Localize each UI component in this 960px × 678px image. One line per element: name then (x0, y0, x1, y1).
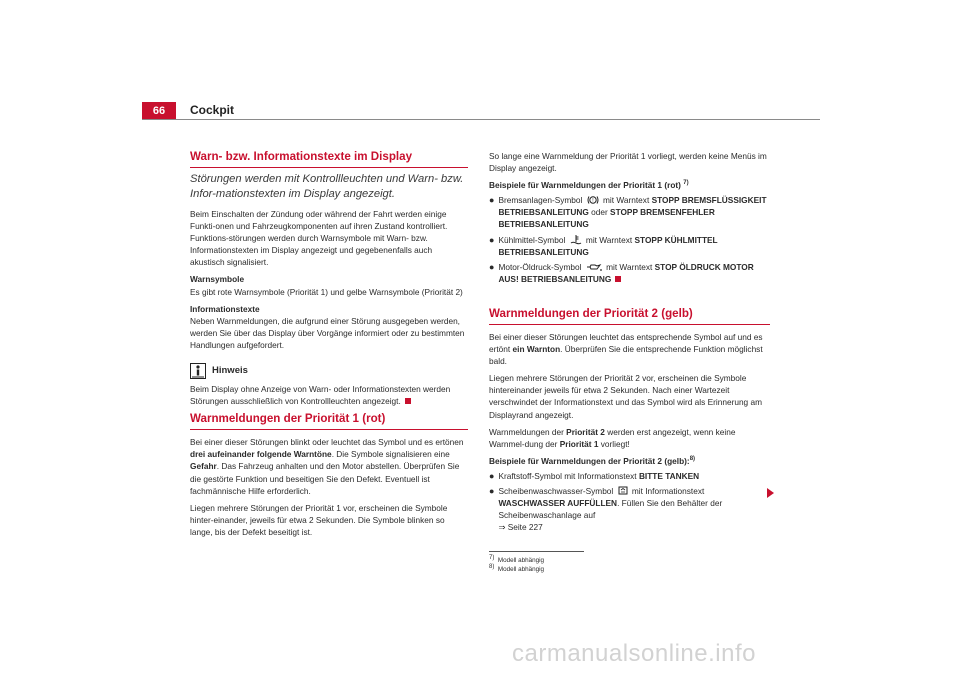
end-of-section-marker (405, 398, 411, 404)
right-column (489, 150, 770, 574)
list-item: ● Scheibenwaschwasser-Symbol mit Informationstext WASCHWASSER AUFFÜLLEN. Füllen Sie den Behälter der Scheibenwaschanlage auf ⇒ Seite 227 (489, 485, 723, 533)
watermark: carmanualsonline.info (512, 640, 756, 667)
label-warnsymbole: Warnsymbole (190, 274, 245, 285)
next-page-arrow-icon[interactable] (767, 488, 774, 498)
paragraph: Liegen mehrere Störungen der Priorität 2 vor, erscheinen die Symbole hintereinander jeweils für etwa 2 Sekunden. Nach einer Wartezeit verschwindet der Informationstext und das Symbol wird als Erinnerung am Displayrand angezeigt. (489, 373, 763, 420)
note-text: Beim Display ohne Anzeige von Warn- oder Informationstexten werden Störungen ausschließlich von Kontrollleuchten angezeigt. (190, 384, 451, 407)
list-item: ● Motor-Öldruck-Symbol mit Warntext STOP ÖLDRUCK MOTOR AUS! BETRIEBSANLEITUNG (489, 261, 754, 284)
page-reference-link[interactable]: ⇒ Seite 227 (498, 522, 543, 533)
paragraph: Warnmeldungen der Priorität 2 werden erst angezeigt, wenn keine Warnmel-dung der Priorität 1 vorliegt! (489, 426, 736, 449)
svg-text:!: ! (591, 198, 594, 205)
oil-pressure-icon (586, 263, 602, 272)
footnote: $^{8)}$ Modell abhängig (489, 564, 545, 574)
section-title-priority-1: Warnmeldungen der Priorität 1 (rot) (190, 412, 468, 430)
page-number: 66 (142, 102, 176, 119)
note-header (190, 363, 468, 379)
section-lead: Störungen werden mit Kontrollleuchten und Warn- bzw. Infor-mationstexten im Display angezeigt. (190, 173, 464, 200)
paragraph: Es gibt rote Warnsymbole (Priorität 1) und gelbe Warnsymbole (Priorität 2) (190, 286, 463, 297)
footnote: $^{7)}$ Modell abhängig (489, 555, 545, 565)
list-item: ● Kühlmittel-Symbol mit Warntext STOPP KÜHLMITTEL BETRIEBSANLEITUNG (489, 234, 718, 257)
brake-icon (587, 195, 599, 205)
examples-priority-1-label: Beispiele für Warnmeldungen der Priorität 1 (rot) $^{7)}$ (489, 180, 689, 191)
footnote-divider (489, 551, 584, 552)
section-title-warn-info: Warn- bzw. Informationstexte im Display (190, 150, 468, 168)
paragraph: Liegen mehrere Störungen der Priorität 1 vor, erscheinen die Symbole hinter-einander, jeweils für etwa 2 Sekunden. Die Symbole blinken so lange, bis der Defekt beseitigt ist. (190, 502, 448, 537)
left-column (190, 150, 468, 543)
page-header-title: Cockpit (190, 103, 235, 117)
examples-priority-2-label: Beispiele für Warnmeldungen der Priorität 2 (gelb):$^{8)}$ (489, 455, 696, 466)
paragraph: Beim Einschalten der Zündung oder während der Fahrt werden einige Funkti-onen und Fahrzeugkomponenten auf ihren Zustand kontrolliert. Funktions-störungen werden durch Warnsymbole mit Warn- bzw. Informationstexten im Display angezeigt und gegebenenfalls auch akustisch signalisiert. (190, 209, 448, 268)
note-title: Hinweis (212, 364, 248, 376)
washer-fluid-icon (618, 486, 628, 496)
paragraph: Neben Warnmeldungen, die aufgrund einer Störung ausgegeben werden, werden Sie über das Display über Vorgänge informiert oder zu bestimmten Handlungen aufgefordert. (190, 315, 465, 350)
paragraph: Bei einer dieser Störungen blinkt oder leuchtet das Symbol und es ertönen drei aufeinander folgende Warntöne. Die Symbole signalisieren eine Gefahr. Das Fahrzeug anhalten und den Motor abstellen. Überprüfen Sie die gestörte Funktion und beseitigen Sie den Defekt. Eventuell ist fachmännische Hilfe erforderlich. (190, 437, 464, 496)
list-item: ● Bremsanlagen-Symbol ! mit Warntext STOPP BREMSFLÜSSIGKEIT BETRIEBSANLEITUNG oder STOPP BREMSENFEHLER BETRIEBSANLEITUNG (489, 195, 767, 230)
info-icon (190, 363, 206, 379)
list-item: ● Kraftstoff-Symbol mit Informationstext BITTE TANKEN (489, 470, 700, 481)
paragraph: So lange eine Warnmeldung der Priorität 1 vorliegt, werden keine Menüs im Display angezeigt. (489, 151, 767, 174)
header-divider (142, 119, 820, 120)
label-informationstexte: Informationstexte (190, 303, 260, 314)
paragraph: Bei einer dieser Störungen leuchtet das entsprechende Symbol auf und es ertönt ein Warnton. Überprüfen Sie die entsprechende Funktion möglichst bald. (489, 331, 763, 367)
end-of-section-marker (615, 276, 621, 282)
section-title-priority-2: Warnmeldungen der Priorität 2 (gelb) (489, 307, 770, 325)
coolant-icon (570, 235, 582, 245)
